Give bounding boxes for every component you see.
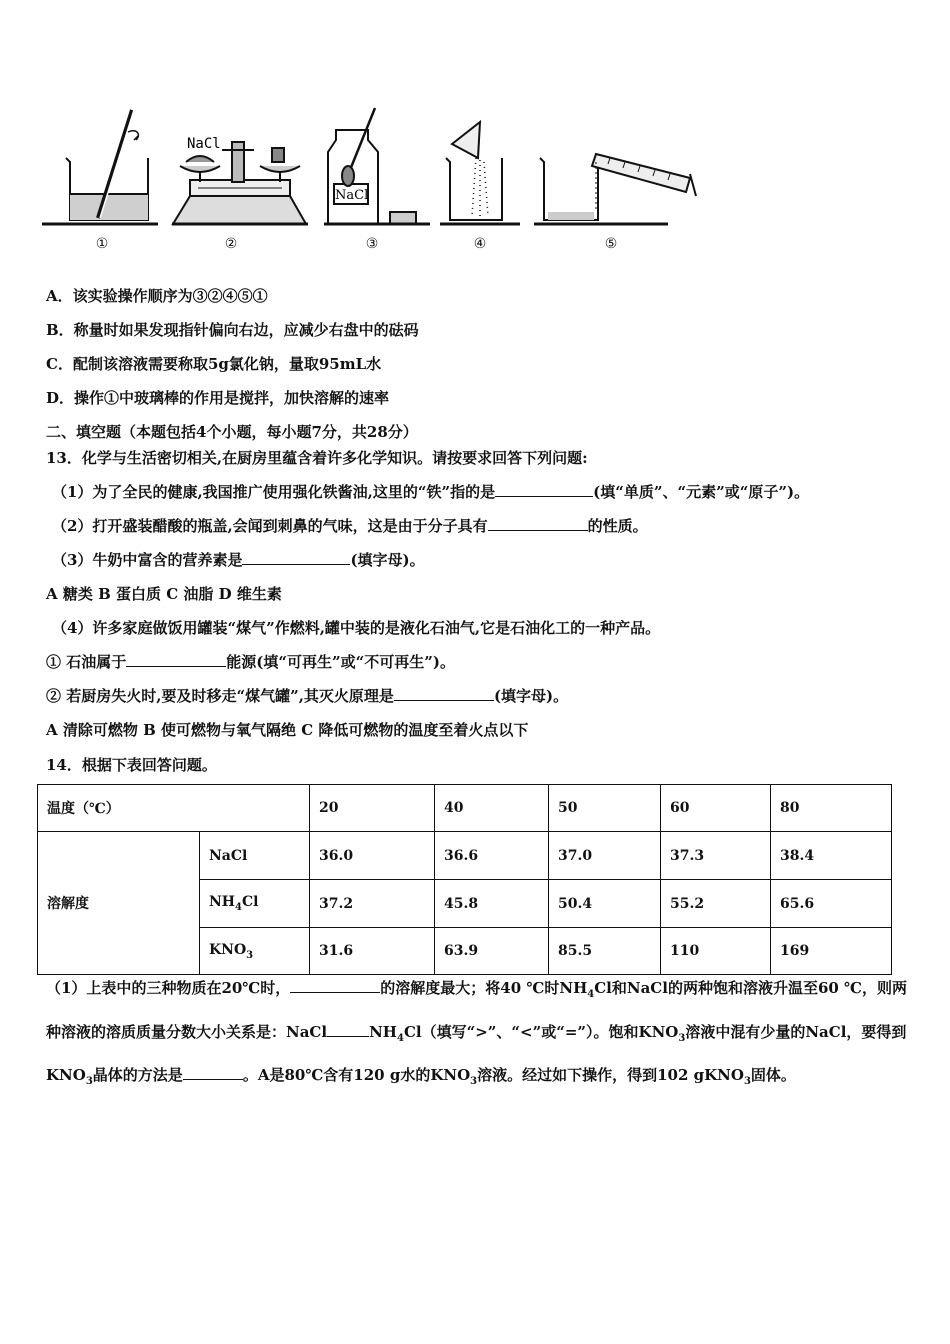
temp-cell: 60 [661,785,771,832]
figure-5-pouring-water [534,154,696,224]
table-cell: 65.6 [771,880,892,928]
q13-p4-2-hint: (填字母)。 [493,687,569,705]
q14-text: （1）上表中的三种物质在20℃时， [46,979,291,997]
table-cell: 31.6 [310,928,435,975]
figure-4-pouring-solid [440,122,520,224]
figure-label-5: ⑤ [604,236,618,252]
formula-sub: 4 [396,1032,404,1044]
q14-text: Cl（填写“>”、“<”或“=”）。饱和KNO [403,1022,679,1041]
q13-p4-1-text: ① 石油属于 [46,653,127,671]
table-cell: 85.5 [549,928,661,975]
answer-blank[interactable] [183,1065,243,1080]
question-14-part-1 [46,970,908,1101]
section-heading: 二、填空题（本题包括4个小题，每小题7分，共28分） [46,423,418,441]
question-14-stem: 14．根据下表回答问题。 [46,756,217,774]
q14-text: 的溶解度最大；将40 ℃时NH [380,979,588,997]
table-cell: 63.9 [435,928,549,975]
temp-cell: 20 [310,785,435,832]
table-header-row [38,785,892,832]
experiment-drawings [40,100,720,235]
q13-p2-hint: 的性质。 [587,517,648,535]
q13-p1-text: （1）为了全民的健康,我国推广使用强化铁酱油,这里的“铁”指的是 [52,483,496,501]
figure-2-balance [172,142,308,224]
formula-main: NH [209,894,236,911]
q13-p4-1-hint: 能源(填“可再生”或“不可再生”)。 [226,653,455,671]
answer-blank[interactable] [126,652,226,667]
q14-text: Cl和NaCl的两种饱和溶液升温至60 ℃，则两种溶液的溶质质量分数大小关系是：NaCl [46,979,908,1041]
formula-sub: 3 [678,1032,686,1044]
table-cell: 110 [661,928,771,975]
formula-sub: 3 [85,1076,93,1087]
table-cell: 55.2 [661,880,771,928]
question-13-part-1 [52,481,809,502]
table-cell: 38.4 [771,832,892,880]
q14-text: NH [369,1022,397,1041]
question-13-part-3 [52,549,425,570]
option-d: D．操作①中玻璃棒的作用是搅拌，加快溶解的速率 [46,389,390,407]
q13-p1-hint: (填“单质”、“元素”或“原子”)。 [593,483,810,501]
table-cell: 37.3 [661,832,771,880]
formula-main: KNO [209,941,247,958]
table-cell: 37.0 [549,832,661,880]
figure-label-4: ④ [473,236,487,252]
option-c: C．配制该溶液需要称取5g氯化钠，量取95mL水 [46,355,382,373]
answer-blank[interactable] [488,516,588,531]
question-13-part-3-options: A 糖类 B 蛋白质 C 油脂 D 维生素 [46,585,282,603]
table-cell: 37.2 [310,880,435,928]
table-cell: 36.0 [310,832,435,880]
table-cell: 50.4 [549,880,661,928]
substance-name: NaCl [200,832,310,880]
answer-blank[interactable] [327,1022,369,1037]
answer-blank[interactable] [495,482,593,497]
formula-sub: 3 [246,949,254,961]
question-13-part-4-2 [46,685,568,706]
formula-sub: 3 [743,1076,751,1087]
q13-p3-hint: (填字母)。 [350,551,425,569]
option-b: B．称量时如果发现指针偏向右边，应减少右盘中的砝码 [46,321,419,339]
answer-blank[interactable] [242,550,350,565]
figure-label-1: ① [95,236,109,252]
formula-sub: 4 [587,989,595,1000]
q13-p3-text: （3）牛奶中富含的营养素是 [52,551,243,569]
question-13-part-4: （4）许多家庭做饭用罐装“煤气”作燃料,罐中装的是液化石油气,它是石油化工的一种产品。 [52,619,661,637]
q14-text: 。A是80℃含有120 g水的KNO [242,1066,471,1084]
formula-tail: Cl [242,894,259,911]
q14-text: 溶液中混有少量的NaCl，要得到KNO [46,1022,907,1084]
temp-cell: 80 [771,785,892,832]
substance-name [200,880,310,928]
answer-blank[interactable] [394,686,494,701]
figure-label-3: ③ [365,236,379,252]
figure-label-2: ② [224,236,238,252]
temp-cell: 40 [435,785,549,832]
solubility-group-label: 溶解度 [38,832,200,975]
question-13-part-2 [52,515,648,536]
q14-text: 固体。 [750,1066,796,1084]
figure-3-reagent-bottle [324,108,430,224]
bottle-nacl-label: NaCl [335,188,369,203]
substance-name [200,928,310,975]
question-13-part-4-2-options: A 清除可燃物 B 使可燃物与氧气隔绝 C 降低可燃物的温度至着火点以下 [46,721,529,739]
q13-p2-text: （2）打开盛装醋酸的瓶盖,会闻到刺鼻的气味，这是由于分子具有 [52,517,488,535]
q14-text: 晶体的方法是 [92,1066,183,1084]
solubility-table [37,784,892,975]
experiment-figures [40,100,720,265]
question-13-part-4-1 [46,651,455,672]
table-row [38,832,892,880]
temp-cell: 50 [549,785,661,832]
table-cell: 169 [771,928,892,975]
q13-p4-2-text: ② 若厨房失火时,要及时移走“煤气罐”,其灭火原理是 [46,687,394,705]
table-cell: 45.8 [435,880,549,928]
balance-nacl-label: NaCl [187,136,221,152]
option-a: A．该实验操作顺序为③②④⑤① [46,287,268,305]
formula-sub: 4 [235,901,242,913]
question-13-stem: 13．化学与生活密切相关,在厨房里蕴含着许多化学知识。请按要求回答下列问题: [46,449,588,467]
table-cell: 36.6 [435,832,549,880]
figure-1-stirring [42,110,158,224]
q14-text: 溶液。经过如下操作，得到102 gKNO [477,1066,744,1084]
formula-sub: 3 [470,1076,478,1087]
temp-header: 温度（℃） [38,785,310,832]
answer-blank[interactable] [290,978,380,993]
